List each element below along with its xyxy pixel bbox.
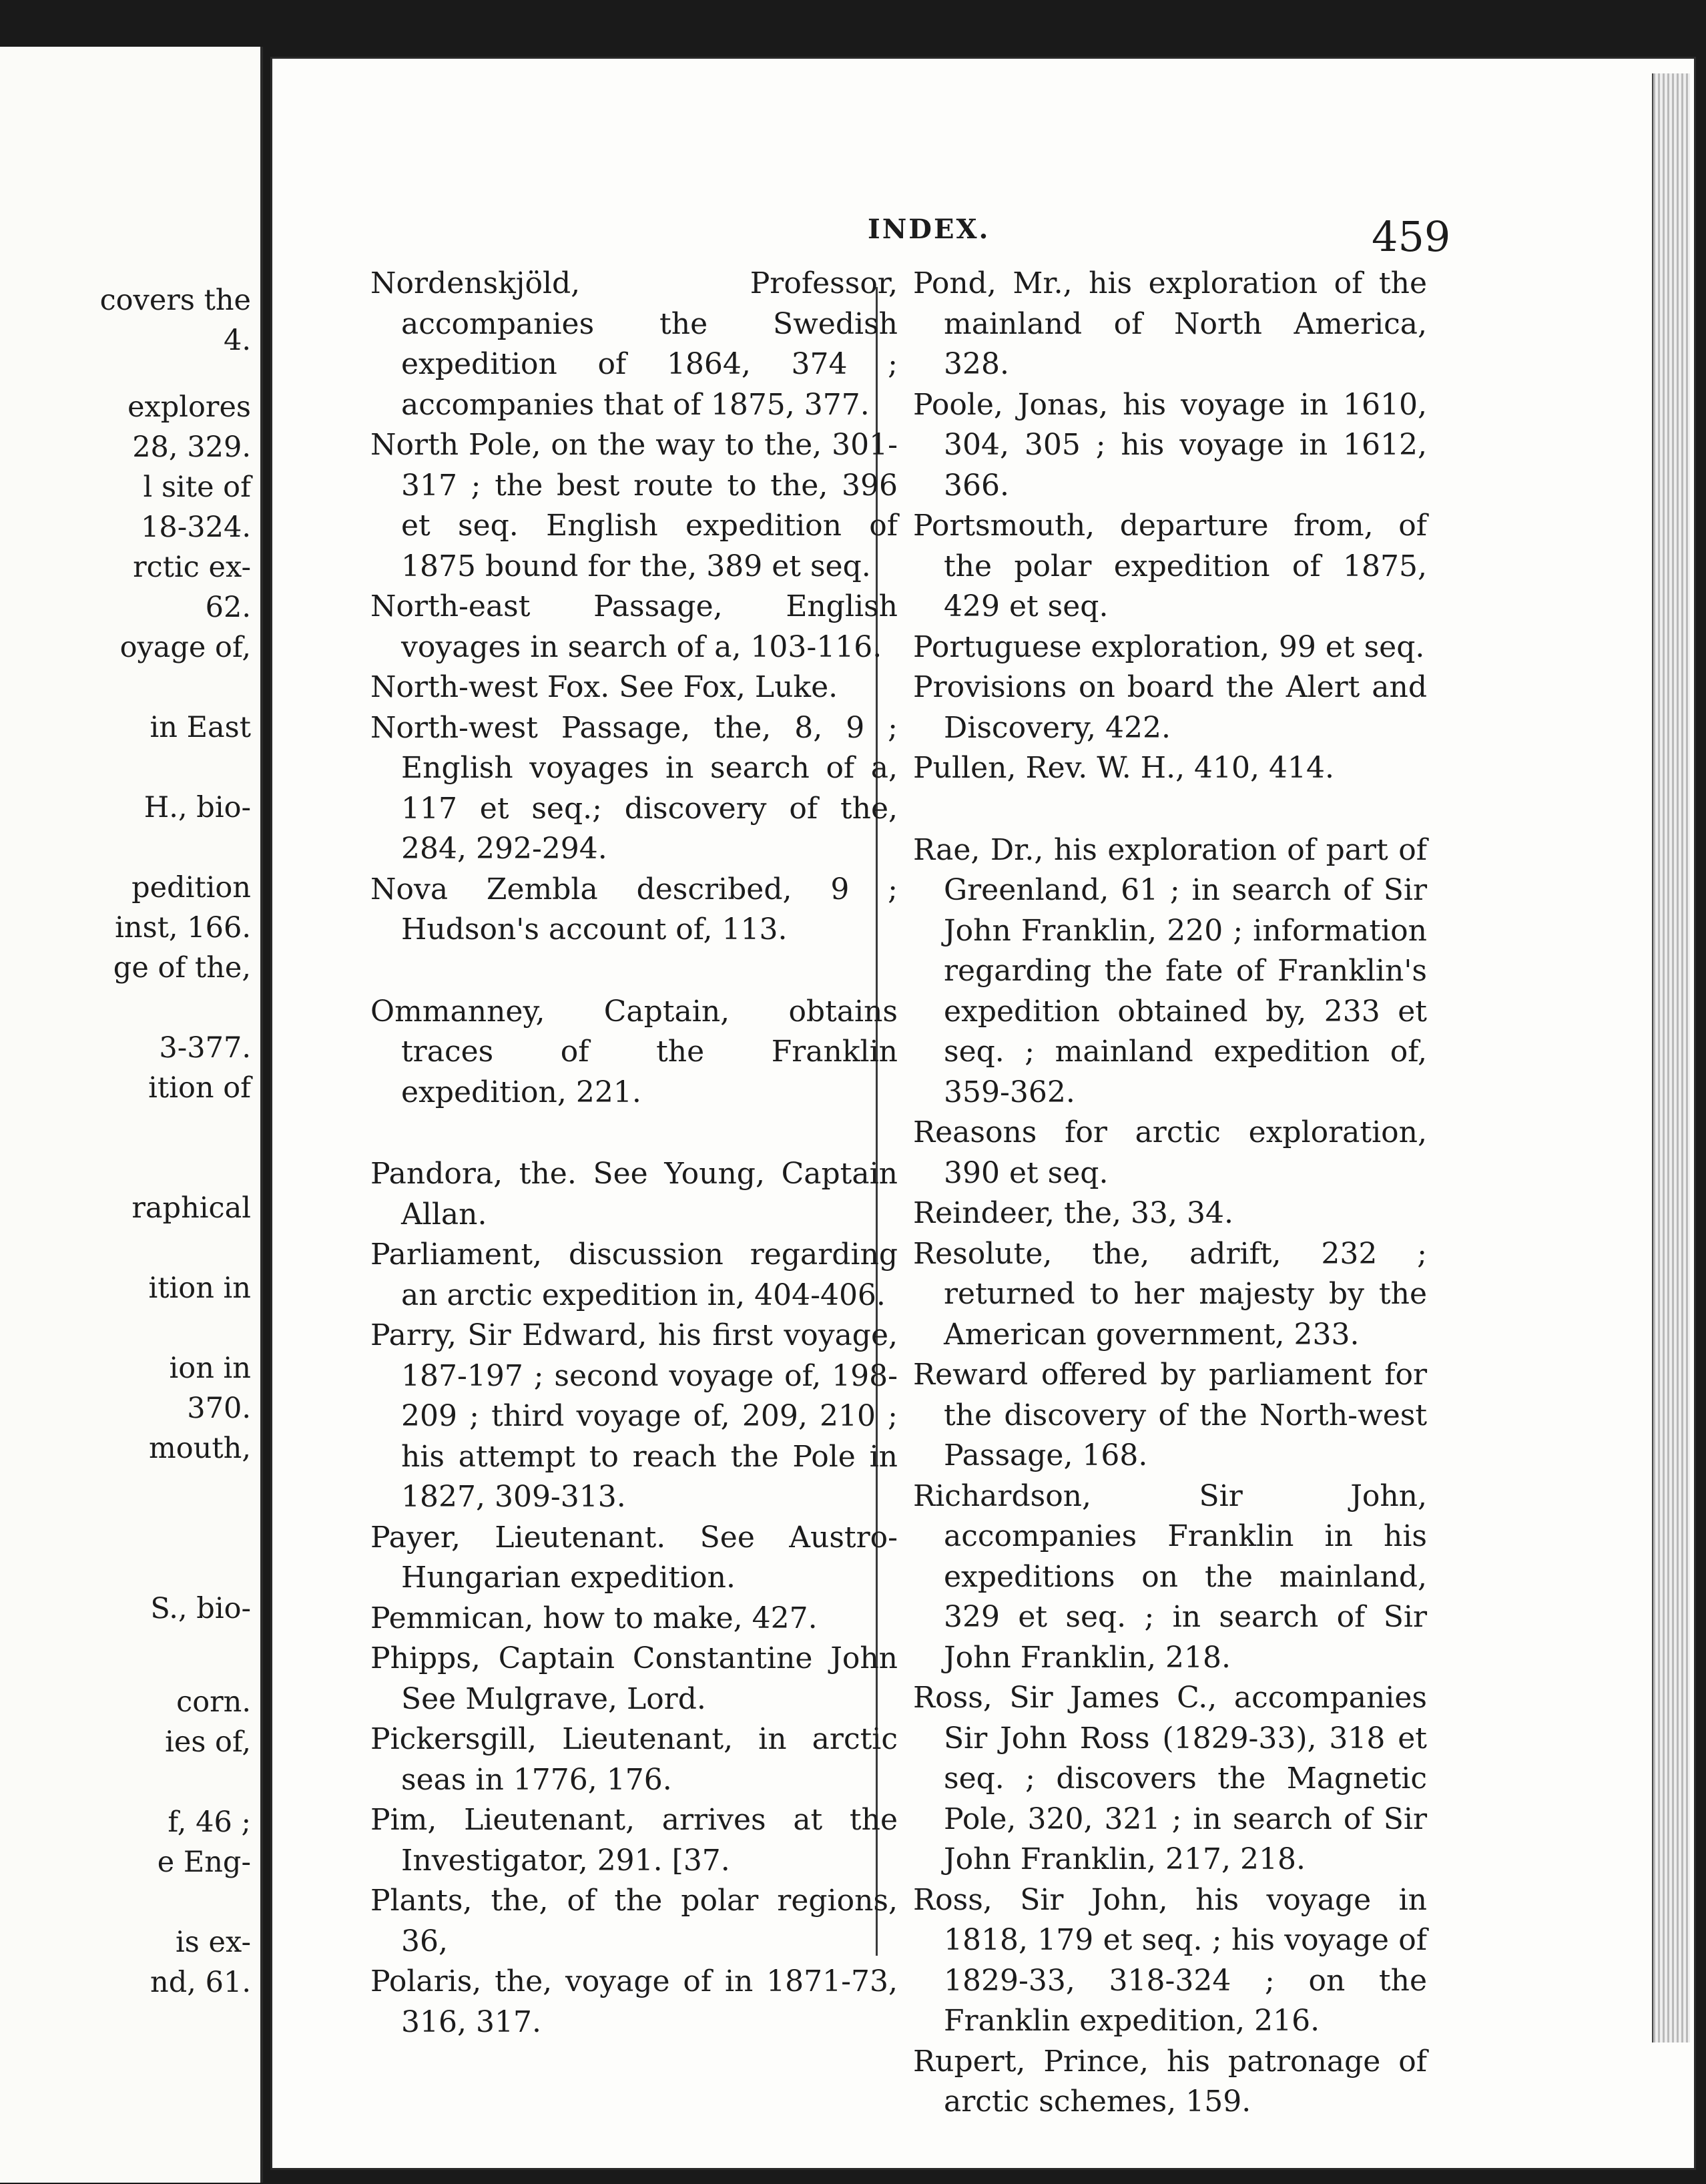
index-entry: Ommanney, Captain, obtains traces of the Franklin expedition, 221. [370, 994, 898, 1109]
index-entry: Ross, Sir James C., accompanies Sir John Ross (1829-33), 318 et seq. ; discovers the Magnetic Pole, 320, 321 ; in search of Sir John Franklin, 217, 218. [913, 1681, 1427, 1876]
index-entry: Reasons for arctic exploration, 390 et seq. [913, 1115, 1427, 1190]
index-entry: Pandora, the. See Young, Captain Allan. [370, 1157, 898, 1232]
left-fragment: corn. [176, 1685, 251, 1719]
index-entry: Payer, Lieutenant. See Austro-Hungarian expedition. [370, 1520, 898, 1595]
left-fragment: ge of the, [113, 951, 251, 985]
index-entry: Ross, Sir John, his voyage in 1818, 179 et seq. ; his voyage of 1829-33, 318-324 ; on the Franklin expedition, 216. [913, 1882, 1427, 2038]
left-fragment: oyage of, [119, 631, 251, 664]
index-column-left [370, 264, 898, 2042]
left-fragment: covers the [99, 284, 251, 317]
left-fragment: is ex- [176, 1926, 251, 1959]
index-entry: North-east Passage, English voyages in search of a, 103-116. [370, 589, 898, 664]
index-entry: Provisions on board the Alert and Discovery, 422. [913, 670, 1427, 745]
left-fragment: 62. [205, 591, 251, 624]
index-entry: Rupert, Prince, his patronage of arctic schemes, 159. [913, 2044, 1427, 2119]
left-fragment: 18-324. [141, 511, 251, 544]
index-entry: North-west Fox. See Fox, Luke. [370, 670, 838, 704]
left-fragment: e Eng- [157, 1846, 251, 1879]
index-entry: Nova Zembla described, 9 ; Hudson's account of, 113. [370, 872, 898, 946]
index-entry: Richardson, Sir John, accompanies Franklin in his expeditions on the mainland, 329 et seq. ; in search of Sir John Franklin, 218. [913, 1478, 1427, 1675]
index-entry: North-west Passage, the, 8, 9 ; English voyages in search of a, 117 et seq.; discovery of the, 284, 292-294. [370, 710, 898, 866]
left-fragment: l site of [143, 471, 251, 504]
index-entry: Polaris, the, voyage of in 1871-73, 316, 317. [370, 1964, 898, 2039]
index-entry: Rae, Dr., his exploration of part of Greenland, 61 ; in search of Sir John Franklin, 220 ; information regarding the fate of Franklin's expedition obtained by, 233 et seq. ; mainland expedition of, 359-362. [913, 832, 1427, 1109]
left-fragment: raphical [131, 1191, 251, 1225]
facing-page-left [0, 47, 263, 2183]
left-fragment: mouth, [149, 1432, 251, 1465]
index-entry: Poole, Jonas, his voyage in 1610, 304, 305 ; his voyage in 1612, 366. [913, 387, 1427, 503]
left-fragment: ion in [169, 1352, 251, 1385]
index-entry: Resolute, the, adrift, 232 ; returned to her majesty by the American government, 233. [913, 1236, 1427, 1352]
index-entry: Reindeer, the, 33, 34. [913, 1196, 1233, 1230]
page-number: 459 [1372, 212, 1451, 261]
index-entry: Portsmouth, departure from, of the polar expedition of 1875, 429 et seq. [913, 509, 1427, 623]
index-entry: Pond, Mr., his exploration of the mainland of North America, 328. [913, 266, 1427, 381]
left-fragment: 4. [223, 324, 251, 357]
index-entry: Nordenskjöld, Professor, accompanies the Swedish expedition of 1864, 374 ; accompanies that of 1875, 377. [370, 266, 898, 422]
index-entry: Pemmican, how to make, 427. [370, 1601, 818, 1635]
left-fragment: in East [150, 711, 251, 744]
running-head: INDEX. [868, 214, 990, 245]
left-fragment: explores [127, 390, 251, 424]
left-fragment: 370. [187, 1392, 251, 1425]
left-fragment: ition of [148, 1071, 251, 1105]
index-entry: North Pole, on the way to the, 301-317 ; the best route to the, 396 et seq. English expedition of 1875 bound for the, 389 et seq. [370, 428, 898, 583]
index-entry: Parry, Sir Edward, his first voyage, 187-197 ; second voyage of, 198-209 ; third voyage of, 209, 210 ; his attempt to reach the Pole in 1827, 309-313. [370, 1318, 898, 1514]
left-fragment: f, 46 ; [168, 1806, 251, 1839]
index-entry: Pim, Lieutenant, arrives at the Investigator, 291. [37. [370, 1803, 898, 1878]
index-entry: Reward offered by parliament for the discovery of the North-west Passage, 168. [913, 1358, 1427, 1472]
left-fragment: 28, 329. [132, 431, 251, 464]
index-entry: Portuguese exploration, 99 et seq. [913, 629, 1425, 664]
index-column-right [913, 264, 1427, 2123]
left-fragment: pedition [131, 871, 251, 904]
index-entry: Parliament, discussion regarding an arctic expedition in, 404-406. [370, 1238, 898, 1312]
left-fragment: ies of, [165, 1725, 251, 1759]
index-entry: Pickersgill, Lieutenant, in arctic seas in 1776, 176. [370, 1722, 898, 1797]
left-fragment: rctic ex- [133, 551, 251, 584]
index-entry: Pullen, Rev. W. H., 410, 414. [913, 751, 1334, 785]
index-entry: Phipps, Captain Constantine John See Mulgrave, Lord. [370, 1641, 898, 1716]
left-fragment: inst, 166. [115, 911, 251, 944]
index-entry: Plants, the, of the polar regions, 36, [370, 1884, 898, 1958]
left-fragment: ition in [148, 1272, 251, 1305]
left-fragment: 3-377. [159, 1031, 251, 1065]
page-edges [1652, 73, 1690, 2042]
left-fragment: nd, 61. [150, 1966, 251, 1999]
left-fragment: H., bio- [144, 791, 251, 824]
left-fragment: S., bio- [150, 1592, 251, 1625]
